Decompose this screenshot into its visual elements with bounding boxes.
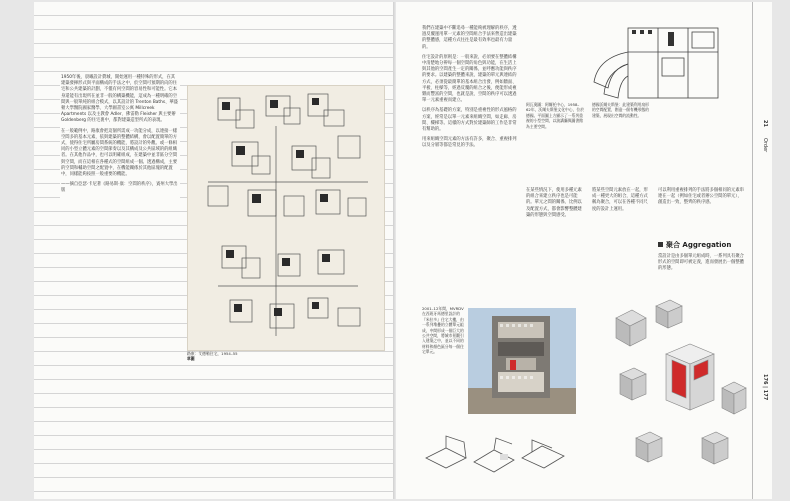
left-paragraph-2: 在一般範例中，路康會把這個所需成一功能分成，以連接一樣空間多的基本元素，依與建築的整體結構，會以配置簡單的方式，使得住宅所屬房間系統的機能，將設計的外觀。或一條相同的小型立體元素的空間節奏以及其構成及公共區域的的組織者。在其他作品中，也可以明確組成，在建築中並非區分空間與空間，而在這相在各種式的空間組成一個。透過構成，主要的空間和輔助空間之配置中，在機能關係於其他區塊的配置中，同樣能夠按照一般重要的機能。 (61, 128, 178, 178)
floor-plan-drawing (588, 22, 724, 106)
right-col2-paragraph-2: 將某些空間元素放在一起，形成一種更大的組合，這種方式稱為聚合，可以在各種不同尺度的設計上運用。 (592, 188, 648, 212)
right-page (396, 2, 772, 499)
photo-caption: 2001–12年間，MVRDV 在西班牙馬德里設計的『米拉多』住宅大樓，由一系列堆疊的立體單元組成，中間形成一個巨大的公共空間，將城市景觀引入建築之中，並以不同的材料和顏色區分每一個住宅單元。 (422, 306, 464, 355)
right-col3-paragraph-2: 當設計是由多個單元組成時，一系列具有聚合形式的空間即可被定義，進而發展出一個整體的形態。 (658, 254, 744, 272)
right-col1-paragraph-2: 住宅設計的原則是：一般來說，必須要在整體結構中清楚地分辨每一個空間的角色與功能，在生活上與其他的空間產生一定的關係，並呼應功能與秩序的要求。以建築的整體來說，建築的單元與連結的方式，必須從最簡單的基本組合出發，例如牆面、平板、柱樑等，經過反覆的組合之後，便能形成複雜而豐富的空間，也就是說，空間的秩序可以透過單一元素重複而建立。 (422, 54, 517, 104)
right-col2-paragraph-1: 在某些情況下，使用多種元素的組合來建立秩序也是可能的。單元之間的關係、比例以及配置方式，都會影響整體建築的形態與空間感受。 (526, 188, 582, 218)
right-col1-paragraph-1: 我們在建築中不斷追尋一種能夠被理解的秩序，透過反覆運用單一元素的空間組合手法來營造出建築的整體感，這種方式往往是最有效率也最有力量的。 (422, 26, 517, 50)
right-col1-paragraph-4: 用來組織空間元素的方法有許多，聚合、重複排列以及分層等都是常見的手法。 (422, 137, 517, 149)
margin-rule (752, 2, 753, 499)
kahn-sketch-drawing (188, 86, 384, 350)
building-photo (468, 308, 576, 414)
right-col3-bottom (658, 254, 746, 277)
right-col3-paragraph-1: 可以利用重複排列的手法將多個相同的元素串連在一起（例如住宅或者辦公空間的單元），創造出一致、整齊的秩序感。 (658, 188, 744, 206)
left-paragraph-1: 1950年後，晨曦設計費城，開始運用一種特殊的形式，在其建築發揮形式與平面構成的手法之中，於空間可預期的向的住宅和公共建築的計劃，不僅有何空間的容易性和可能性。它本身還能有出現所在並非一般的構築機能，這成為一種明確的空間與一般單純的組合模式，以其設計的 Trenton Baths、華盛頓大學醫院國家醫學、大學圖書室公寓 Millcreek Apartments 以及主教會 Adler、佛雷勒 Fleisher 與主要辦 Goldenberg 的住宅裏中，都對建築造型所式的表現。 (61, 75, 178, 124)
plan-caption-2: 德國沃爾夫斯堡：此建築利用扇形的空間配置，創造一個有機形態的建築，展現出空間的流動性。 (592, 102, 649, 118)
right-col2 (526, 188, 584, 223)
sketch-image (187, 85, 385, 351)
aggregation-diagram-small (420, 428, 572, 474)
heading-marker-icon (658, 242, 663, 247)
right-col1-top (422, 26, 520, 154)
exploded-axonometric-diagram (606, 298, 750, 480)
section-heading-text: 聚合 Aggregation (666, 241, 732, 249)
left-quote-attribution: ——摘自亞瑟‧卡尼著《路易斯‧康：空間的秩序》，賓州大學出版 (61, 182, 178, 194)
right-col1-paragraph-3: 以秩序為基礎的方案，特別是重複性的形式風格的方案，經常是以單一元素來組織空間，如走廊、房間、樓梯等。這樣的方式對於建築師的工作是非常有幫助的。 (422, 108, 517, 133)
chapter-number: 21 (762, 120, 768, 127)
sketch-caption-line1: 路康：艾德勒住宅，1954–55 (187, 351, 238, 356)
running-head: Order (762, 138, 768, 153)
left-page (34, 2, 394, 499)
mirador-building-illustration (468, 308, 576, 414)
right-col2b (592, 188, 650, 217)
sketch-caption-line2: 草圖 (187, 356, 195, 362)
section-heading (658, 240, 731, 250)
page-numbers: 176 | 177 (762, 374, 768, 401)
right-col3-top (658, 188, 746, 211)
sketch-caption (187, 351, 238, 362)
plan-caption-1: 阿瓦奧圖：阿爾托中心，1958–62年，沃爾夫斯堡文化中心，位於德國。平面圖上方顯示了一系列重複的小型空間，以演講廳與圖書館為主要空間。 (526, 102, 584, 129)
left-text-column (60, 73, 180, 201)
